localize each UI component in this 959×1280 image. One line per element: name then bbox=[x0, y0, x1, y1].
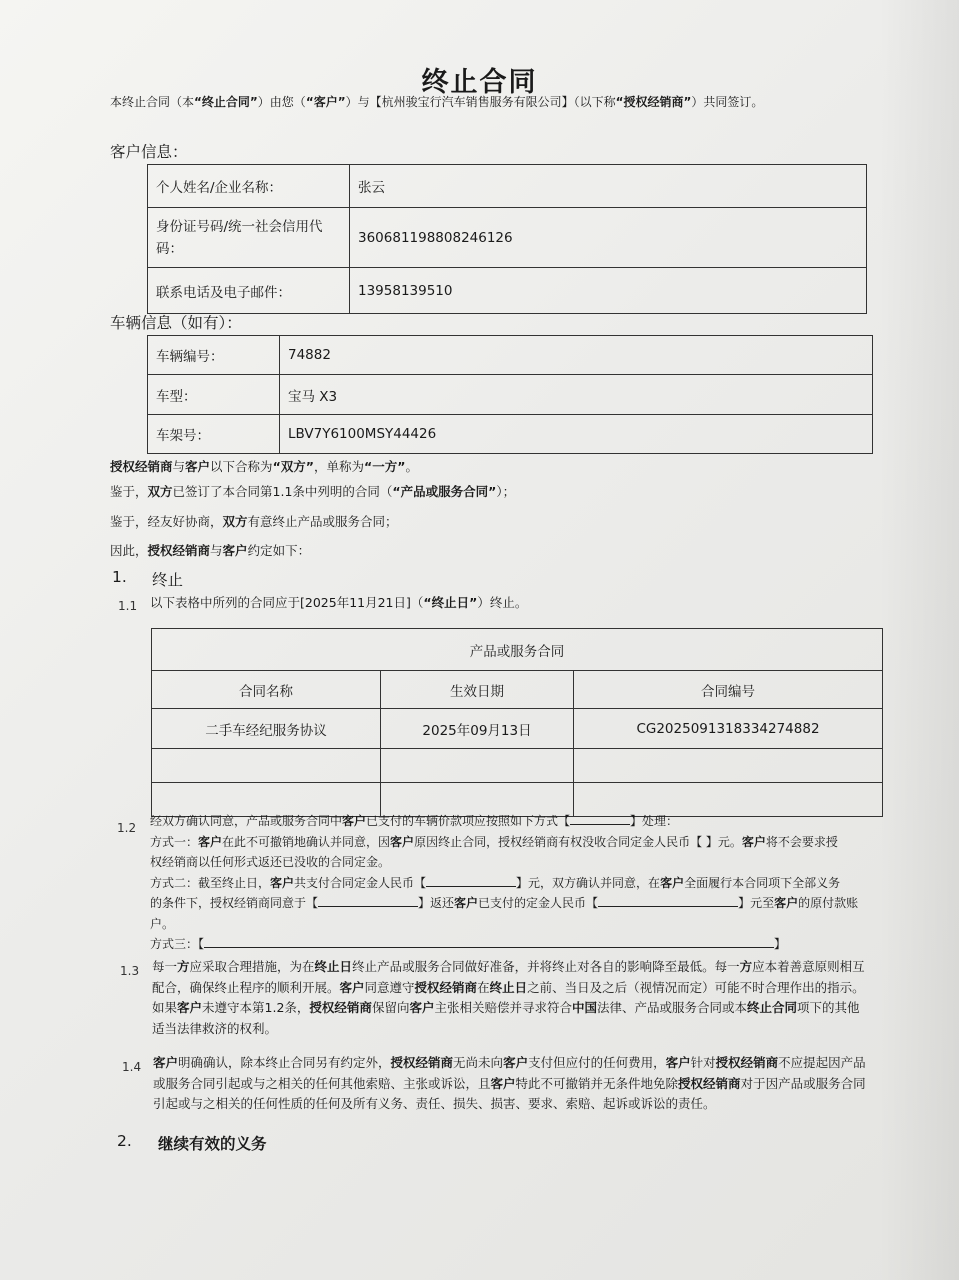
customer-name-label: 个人姓名/企业名称： bbox=[148, 165, 350, 208]
clause-1-2-number: 1.2 bbox=[117, 821, 137, 835]
section-1-title: 终止 bbox=[152, 571, 184, 589]
clause-1-1-text: 以下表格中所列的合同应于[2025年11月21日]（“终止日”）终止。 bbox=[150, 595, 528, 610]
deposit-amount-blank bbox=[426, 874, 516, 887]
refund-date-blank bbox=[318, 894, 418, 907]
clause-1-3-text bbox=[152, 957, 942, 1039]
column-header-name: 合同名称 bbox=[152, 671, 381, 709]
clause-1-2-line-7: 方式三：【 】 bbox=[150, 937, 787, 951]
customer-id-label: 身份证号码/统一社会信用代码： bbox=[148, 208, 350, 268]
intro-paragraph: 本终止合同（本“终止合同”）由您（“客户”）与【杭州骏宝行汽车销售服务有限公司】（以下称“授权经销商”）共同签订。 bbox=[110, 95, 764, 109]
clause-1-3-number: 1.3 bbox=[120, 964, 140, 978]
customer-id-value: 360681198808246126 bbox=[350, 208, 867, 268]
customer-contact-label: 联系电话及电子邮件： bbox=[148, 268, 350, 314]
clause-1-2-line-6: 户。 bbox=[150, 916, 175, 931]
vehicle-number-label: 车辆编号： bbox=[148, 336, 280, 375]
vehicle-model-label: 车型： bbox=[148, 375, 280, 415]
clause-1-2-line-1: 经双方确认同意，产品或服务合同中客户已支付的车辆价款项应按照如下方式【 】处理： bbox=[150, 814, 679, 828]
customer-row-contact bbox=[148, 268, 867, 314]
clause-1-2-text bbox=[150, 811, 940, 955]
contract-name-cell bbox=[152, 749, 381, 783]
vehicle-info-table bbox=[147, 335, 873, 454]
clause-1-4-line-2: 或服务合同引起或与之相关的任何其他索赔、主张或诉讼，且客户特此不可撤销并无条件地免除授权经销商对于因产品或服务合同 bbox=[153, 1075, 866, 1091]
vehicle-row-model bbox=[148, 375, 873, 415]
column-header-date: 生效日期 bbox=[381, 671, 574, 709]
customer-info-heading: 客户信息： bbox=[110, 143, 188, 161]
vehicle-row-number bbox=[148, 336, 873, 375]
contract-number-cell: CG2025091318334274882 bbox=[574, 709, 883, 749]
section-2-number: 2. bbox=[117, 1132, 132, 1150]
method-three-blank bbox=[204, 935, 774, 948]
vehicle-row-vin bbox=[148, 415, 873, 454]
contract-number-cell bbox=[574, 749, 883, 783]
table-row bbox=[152, 749, 883, 783]
clause-1-4-number: 1.4 bbox=[122, 1060, 142, 1074]
vehicle-info-heading: 车辆信息（如有）： bbox=[110, 314, 242, 332]
clause-1-4-line-3: 引起或与之相关的任何性质的任何及所有义务、责任、损失、损害、要求、索赔、起诉或诉讼的责任。 bbox=[153, 1096, 716, 1111]
vehicle-vin-label: 车架号： bbox=[148, 415, 280, 454]
column-header-number: 合同编号 bbox=[574, 671, 883, 709]
therefore-paragraph: 因此，授权经销商与客户约定如下： bbox=[110, 543, 311, 558]
contract-date-cell: 2025年09月13日 bbox=[381, 709, 574, 749]
clause-1-3-line-2: 配合，确保终止程序的顺利开展。客户同意遵守授权经销商在终止日之前、当日及之后（视情况而定）可能不时合理作出的指示。 bbox=[152, 979, 865, 995]
clause-1-4-line-1: 客户明确确认，除本终止合同另有约定外，授权经销商无尚未向客户支付但应付的任何费用，客户针对授权经销商不应提起因产品 bbox=[153, 1055, 866, 1070]
clause-1-4-text bbox=[153, 1053, 948, 1115]
clause-1-2-line-5: 的条件下，授权经销商同意于【 】返还客户已支付的定金人民币【 】元至客户的原付款账 bbox=[150, 896, 859, 910]
contract-date-cell bbox=[381, 749, 574, 783]
contract-table-caption: 产品或服务合同 bbox=[152, 629, 883, 671]
parties-paragraph: 授权经销商与客户以下合称为“双方”，单称为“一方”。 bbox=[110, 459, 418, 474]
clause-1-1-number: 1.1 bbox=[118, 599, 138, 613]
customer-row-id bbox=[148, 208, 867, 268]
method-blank bbox=[570, 812, 630, 825]
table-row bbox=[152, 709, 883, 749]
section-1-number: 1. bbox=[112, 568, 127, 586]
refund-amount-blank bbox=[598, 894, 738, 907]
contract-table-caption-row bbox=[152, 629, 883, 671]
vehicle-number-value: 74882 bbox=[280, 336, 873, 375]
vehicle-model-value: 宝马 X3 bbox=[280, 375, 873, 415]
clause-1-3-line-3: 如果客户未遵守本第1.2条，授权经销商保留向客户主张相关赔偿并寻求符合中国法律、产品或服务合同或本终止合同项下的其他 bbox=[152, 1000, 860, 1015]
customer-name-value: 张云 bbox=[350, 165, 867, 208]
contract-name-cell: 二手车经纪服务协议 bbox=[152, 709, 381, 749]
customer-row-name bbox=[148, 165, 867, 208]
clause-1-3-line-4: 适当法律救济的权利。 bbox=[152, 1020, 278, 1036]
clause-1-3-line-1: 每一方应采取合理措施，为在终止日终止产品或服务合同做好准备，并将终止对各自的影响降至最低。每一方应本着善意原则相互 bbox=[152, 959, 865, 974]
contract-table bbox=[151, 628, 883, 817]
customer-info-table bbox=[147, 164, 867, 314]
section-2-title: 继续有效的义务 bbox=[158, 1135, 267, 1153]
whereas-1: 鉴于，双方已签订了本合同第1.1条中列明的合同（“产品或服务合同”）； bbox=[110, 484, 516, 499]
whereas-2: 鉴于，经友好协商，双方有意终止产品或服务合同； bbox=[110, 514, 398, 529]
contract-table-header-row bbox=[152, 671, 883, 709]
vehicle-vin-value: LBV7Y6100MSY44426 bbox=[280, 415, 873, 454]
clause-1-2-line-3: 权经销商以任何形式返还已没收的合同定金。 bbox=[150, 855, 391, 869]
clause-1-2-line-2: 方式一：客户在此不可撤销地确认并同意，因客户原因终止合同，授权经销商有权没收合同定金人民币【 】元。客户将不会要求授 bbox=[150, 834, 838, 849]
customer-contact-value: 13958139510 bbox=[350, 268, 867, 314]
clause-1-2-line-4: 方式二：截至终止日，客户共支付合同定金人民币【 】元，双方确认并同意，在客户全面履行本合同项下全部义务 bbox=[150, 875, 841, 890]
document-title: 终止合同 bbox=[421, 67, 538, 98]
